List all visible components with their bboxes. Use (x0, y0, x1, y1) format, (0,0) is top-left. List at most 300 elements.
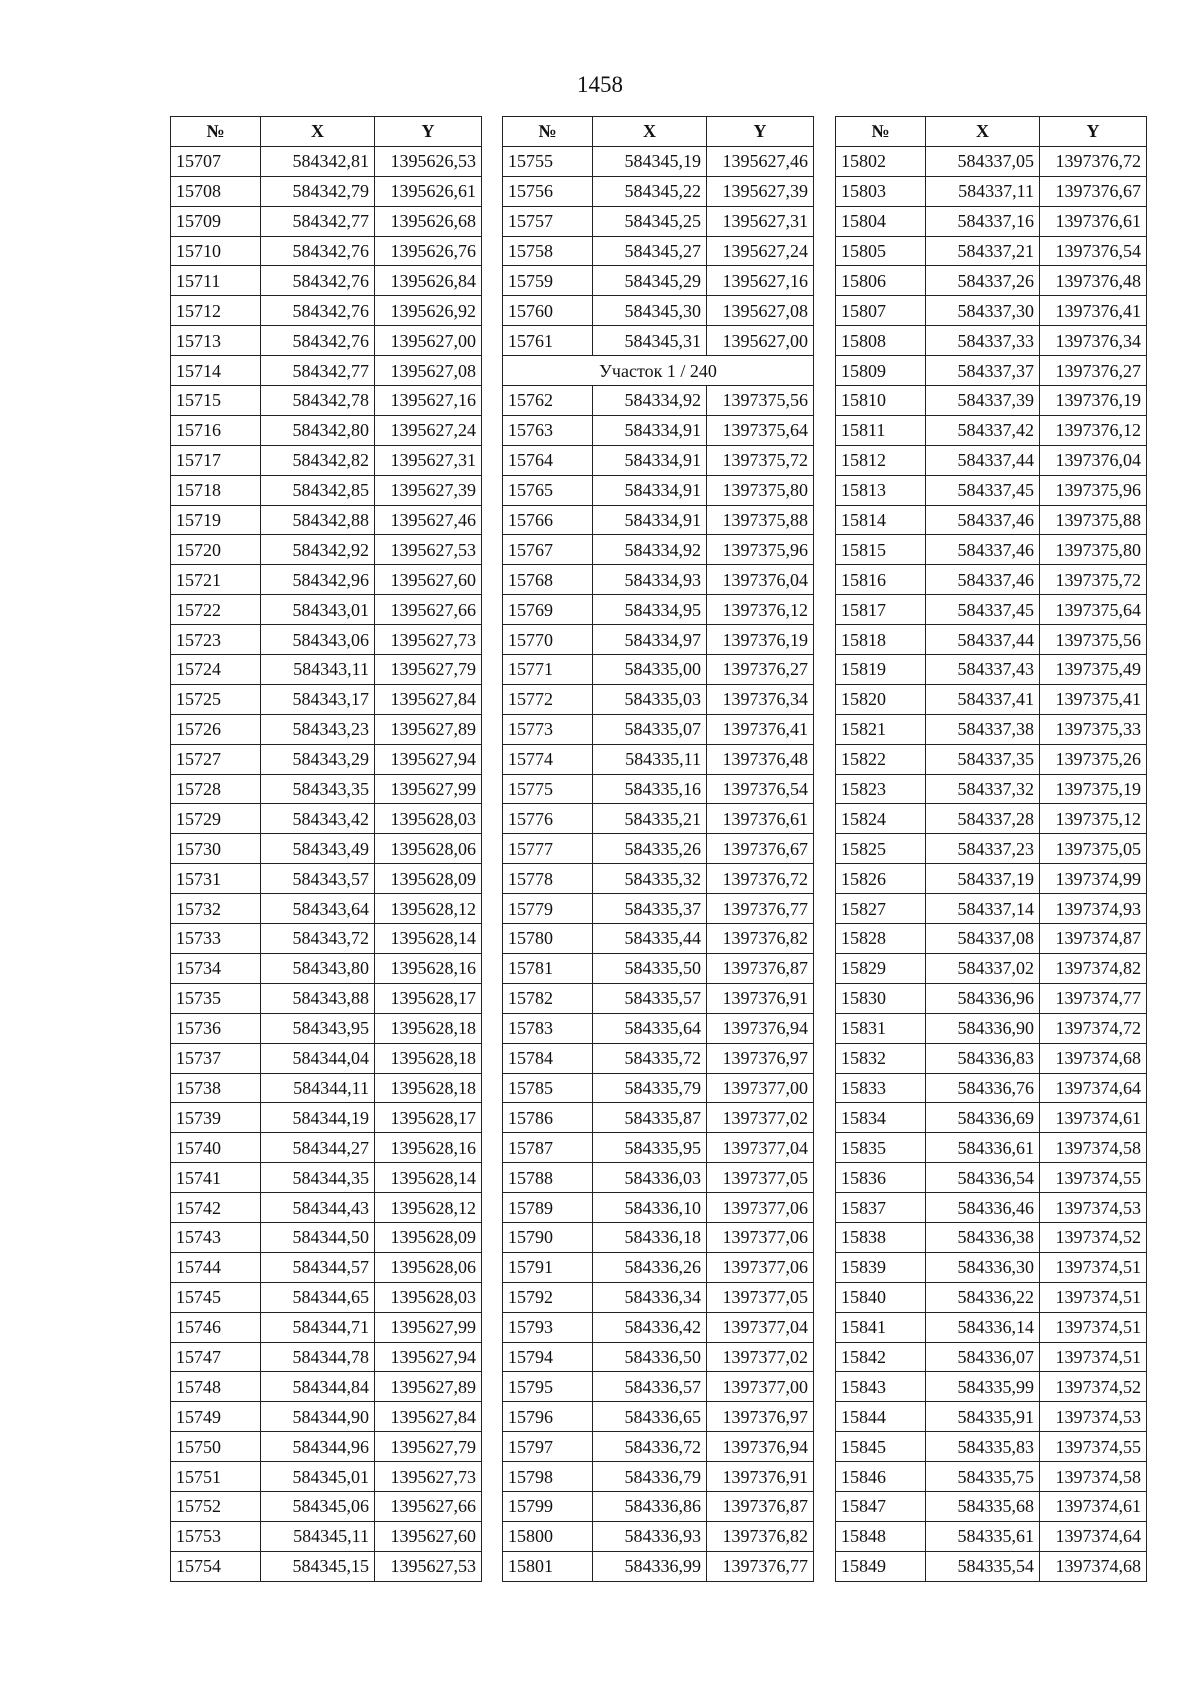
point-number: 15777 (503, 834, 593, 864)
table-row (836, 206, 1147, 236)
table-row (836, 1013, 1147, 1043)
table-row (171, 1103, 482, 1133)
point-number: 15794 (503, 1342, 593, 1372)
table-row (171, 326, 482, 356)
point-number: 15766 (503, 505, 593, 535)
x-coordinate: 584345,25 (593, 206, 707, 236)
point-number: 15723 (171, 625, 261, 655)
y-coordinate: 1397376,94 (707, 1432, 814, 1462)
x-coordinate: 584337,46 (926, 565, 1040, 595)
y-coordinate: 1397374,64 (1040, 1073, 1147, 1103)
x-coordinate: 584335,37 (593, 894, 707, 924)
table-row (503, 924, 814, 954)
y-coordinate: 1395627,16 (375, 386, 482, 416)
point-number: 15816 (836, 565, 926, 595)
point-number: 15787 (503, 1133, 593, 1163)
y-coordinate: 1395627,46 (707, 146, 814, 176)
y-coordinate: 1397374,87 (1040, 924, 1147, 954)
point-number: 15775 (503, 774, 593, 804)
point-number: 15763 (503, 415, 593, 445)
point-number: 15834 (836, 1103, 926, 1133)
y-coordinate: 1395626,68 (375, 206, 482, 236)
point-number: 15848 (836, 1521, 926, 1551)
point-number: 15844 (836, 1402, 926, 1432)
y-coordinate: 1397374,72 (1040, 1013, 1147, 1043)
x-coordinate: 584337,16 (926, 206, 1040, 236)
x-coordinate: 584336,93 (593, 1521, 707, 1551)
table-row (503, 625, 814, 655)
x-coordinate: 584336,50 (593, 1342, 707, 1372)
point-number: 15804 (836, 206, 926, 236)
x-coordinate: 584334,91 (593, 415, 707, 445)
y-coordinate: 1397377,00 (707, 1372, 814, 1402)
table-row (503, 296, 814, 326)
y-coordinate: 1397375,26 (1040, 744, 1147, 774)
table-row (171, 1073, 482, 1103)
point-number: 15784 (503, 1043, 593, 1073)
x-coordinate: 584343,11 (261, 655, 375, 685)
y-coordinate: 1397375,05 (1040, 834, 1147, 864)
y-coordinate: 1397376,61 (707, 804, 814, 834)
y-coordinate: 1395628,03 (375, 804, 482, 834)
table-row (171, 1521, 482, 1551)
table-row (836, 953, 1147, 983)
point-number: 15733 (171, 924, 261, 954)
table-row (503, 535, 814, 565)
y-coordinate: 1395627,60 (375, 565, 482, 595)
x-coordinate: 584344,65 (261, 1282, 375, 1312)
y-coordinate: 1395627,00 (707, 326, 814, 356)
point-number: 15718 (171, 475, 261, 505)
y-coordinate: 1395626,61 (375, 176, 482, 206)
point-number: 15765 (503, 475, 593, 505)
point-number: 15825 (836, 834, 926, 864)
x-coordinate: 584337,42 (926, 415, 1040, 445)
point-number: 15822 (836, 744, 926, 774)
table-row (171, 386, 482, 416)
point-number: 15753 (171, 1521, 261, 1551)
x-coordinate: 584335,75 (926, 1462, 1040, 1492)
table-row (171, 176, 482, 206)
point-number: 15721 (171, 565, 261, 595)
table-row (171, 1193, 482, 1223)
table-row (503, 1402, 814, 1432)
x-coordinate: 584336,65 (593, 1402, 707, 1432)
table-row (503, 1103, 814, 1133)
y-coordinate: 1397376,54 (1040, 236, 1147, 266)
y-coordinate: 1397377,00 (707, 1073, 814, 1103)
x-coordinate: 584344,27 (261, 1133, 375, 1163)
y-coordinate: 1397377,02 (707, 1342, 814, 1372)
y-coordinate: 1397376,48 (1040, 266, 1147, 296)
table-row (836, 894, 1147, 924)
x-coordinate: 584336,03 (593, 1163, 707, 1193)
x-coordinate: 584342,88 (261, 505, 375, 535)
table-row (171, 1551, 482, 1581)
table-row (836, 1252, 1147, 1282)
table-row (836, 1491, 1147, 1521)
section-label: Участок 1 / 240 (503, 356, 814, 386)
table-row (171, 924, 482, 954)
x-coordinate: 584344,43 (261, 1193, 375, 1223)
table-row (503, 1462, 814, 1492)
y-coordinate: 1397374,58 (1040, 1462, 1147, 1492)
point-number: 15730 (171, 834, 261, 864)
table-row (171, 356, 482, 386)
y-coordinate: 1397375,19 (1040, 774, 1147, 804)
header-y: Y (1040, 117, 1147, 147)
x-coordinate: 584334,91 (593, 475, 707, 505)
x-coordinate: 584343,95 (261, 1013, 375, 1043)
table-row (171, 1312, 482, 1342)
x-coordinate: 584335,72 (593, 1043, 707, 1073)
point-number: 15820 (836, 684, 926, 714)
table-row (836, 625, 1147, 655)
y-coordinate: 1395627,08 (375, 356, 482, 386)
point-number: 15815 (836, 535, 926, 565)
table-row (836, 774, 1147, 804)
x-coordinate: 584337,33 (926, 326, 1040, 356)
point-number: 15778 (503, 864, 593, 894)
table-row (503, 744, 814, 774)
table-row (171, 146, 482, 176)
x-coordinate: 584336,90 (926, 1013, 1040, 1043)
table-row (171, 535, 482, 565)
table-row (836, 296, 1147, 326)
x-coordinate: 584343,49 (261, 834, 375, 864)
x-coordinate: 584335,07 (593, 714, 707, 744)
x-coordinate: 584335,68 (926, 1491, 1040, 1521)
table-row (836, 714, 1147, 744)
x-coordinate: 584337,46 (926, 505, 1040, 535)
point-number: 15809 (836, 356, 926, 386)
y-coordinate: 1395627,16 (707, 266, 814, 296)
point-number: 15801 (503, 1551, 593, 1581)
point-number: 15817 (836, 595, 926, 625)
x-coordinate: 584344,71 (261, 1312, 375, 1342)
x-coordinate: 584344,11 (261, 1073, 375, 1103)
x-coordinate: 584343,23 (261, 714, 375, 744)
x-coordinate: 584334,92 (593, 386, 707, 416)
point-number: 15803 (836, 176, 926, 206)
x-coordinate: 584345,27 (593, 236, 707, 266)
table-row (171, 296, 482, 326)
table-row (503, 386, 814, 416)
point-number: 15764 (503, 445, 593, 475)
y-coordinate: 1397377,04 (707, 1312, 814, 1342)
y-coordinate: 1397376,82 (707, 1521, 814, 1551)
x-coordinate: 584336,99 (593, 1551, 707, 1581)
y-coordinate: 1397377,06 (707, 1222, 814, 1252)
y-coordinate: 1397375,96 (707, 535, 814, 565)
y-coordinate: 1397376,34 (1040, 326, 1147, 356)
y-coordinate: 1395627,94 (375, 744, 482, 774)
table-row (836, 146, 1147, 176)
x-coordinate: 584336,61 (926, 1133, 1040, 1163)
table-row (836, 415, 1147, 445)
point-number: 15762 (503, 386, 593, 416)
point-number: 15799 (503, 1491, 593, 1521)
x-coordinate: 584345,01 (261, 1462, 375, 1492)
x-coordinate: 584335,83 (926, 1432, 1040, 1462)
x-coordinate: 584336,18 (593, 1222, 707, 1252)
x-coordinate: 584334,92 (593, 535, 707, 565)
y-coordinate: 1397376,12 (707, 595, 814, 625)
table-row (836, 1312, 1147, 1342)
point-number: 15779 (503, 894, 593, 924)
y-coordinate: 1397376,34 (707, 684, 814, 714)
table-row (836, 864, 1147, 894)
y-coordinate: 1397374,51 (1040, 1312, 1147, 1342)
point-number: 15810 (836, 386, 926, 416)
y-coordinate: 1395627,89 (375, 1372, 482, 1402)
point-number: 15740 (171, 1133, 261, 1163)
table-row (503, 206, 814, 236)
point-number: 15757 (503, 206, 593, 236)
x-coordinate: 584345,06 (261, 1491, 375, 1521)
y-coordinate: 1395627,24 (707, 236, 814, 266)
y-coordinate: 1397374,55 (1040, 1432, 1147, 1462)
x-coordinate: 584345,22 (593, 176, 707, 206)
table-row (171, 475, 482, 505)
table-row (171, 1432, 482, 1462)
y-coordinate: 1395628,16 (375, 1133, 482, 1163)
table-row (836, 535, 1147, 565)
table-row (171, 236, 482, 266)
x-coordinate: 584344,78 (261, 1342, 375, 1372)
x-coordinate: 584336,54 (926, 1163, 1040, 1193)
y-coordinate: 1395628,06 (375, 834, 482, 864)
x-coordinate: 584342,76 (261, 236, 375, 266)
x-coordinate: 584343,64 (261, 894, 375, 924)
x-coordinate: 584335,61 (926, 1521, 1040, 1551)
x-coordinate: 584335,54 (926, 1551, 1040, 1581)
point-number: 15756 (503, 176, 593, 206)
table-row (171, 714, 482, 744)
point-number: 15827 (836, 894, 926, 924)
y-coordinate: 1395627,73 (375, 1462, 482, 1492)
x-coordinate: 584337,45 (926, 475, 1040, 505)
x-coordinate: 584335,91 (926, 1402, 1040, 1432)
point-number: 15732 (171, 894, 261, 924)
point-number: 15767 (503, 535, 593, 565)
y-coordinate: 1397376,19 (1040, 386, 1147, 416)
table-row (171, 894, 482, 924)
y-coordinate: 1397375,33 (1040, 714, 1147, 744)
table-row (836, 1551, 1147, 1581)
y-coordinate: 1395627,89 (375, 714, 482, 744)
y-coordinate: 1397374,55 (1040, 1163, 1147, 1193)
x-coordinate: 584344,35 (261, 1163, 375, 1193)
table-row (171, 744, 482, 774)
table-row (503, 415, 814, 445)
point-number: 15814 (836, 505, 926, 535)
point-number: 15748 (171, 1372, 261, 1402)
y-coordinate: 1397374,82 (1040, 953, 1147, 983)
x-coordinate: 584342,85 (261, 475, 375, 505)
x-coordinate: 584336,10 (593, 1193, 707, 1223)
y-coordinate: 1397376,04 (1040, 445, 1147, 475)
point-number: 15759 (503, 266, 593, 296)
point-number: 15807 (836, 296, 926, 326)
point-number: 15749 (171, 1402, 261, 1432)
x-coordinate: 584337,02 (926, 953, 1040, 983)
point-number: 15752 (171, 1491, 261, 1521)
y-coordinate: 1395627,08 (707, 296, 814, 326)
table-row (836, 1462, 1147, 1492)
x-coordinate: 584343,01 (261, 595, 375, 625)
table-row (836, 684, 1147, 714)
y-coordinate: 1395628,17 (375, 983, 482, 1013)
y-coordinate: 1395627,39 (375, 475, 482, 505)
table-row (503, 655, 814, 685)
point-number: 15831 (836, 1013, 926, 1043)
y-coordinate: 1397376,72 (1040, 146, 1147, 176)
table-row (503, 445, 814, 475)
y-coordinate: 1395628,16 (375, 953, 482, 983)
x-coordinate: 584337,11 (926, 176, 1040, 206)
point-number: 15833 (836, 1073, 926, 1103)
x-coordinate: 584335,64 (593, 1013, 707, 1043)
table-row (503, 1432, 814, 1462)
point-number: 15813 (836, 475, 926, 505)
y-coordinate: 1397375,96 (1040, 475, 1147, 505)
x-coordinate: 584336,69 (926, 1103, 1040, 1133)
table-row (171, 505, 482, 535)
x-coordinate: 584336,83 (926, 1043, 1040, 1073)
point-number: 15719 (171, 505, 261, 535)
x-coordinate: 584334,91 (593, 505, 707, 535)
x-coordinate: 584345,31 (593, 326, 707, 356)
point-number: 15707 (171, 146, 261, 176)
x-coordinate: 584342,76 (261, 296, 375, 326)
point-number: 15716 (171, 415, 261, 445)
x-coordinate: 584343,06 (261, 625, 375, 655)
y-coordinate: 1397377,02 (707, 1103, 814, 1133)
point-number: 15828 (836, 924, 926, 954)
point-number: 15838 (836, 1222, 926, 1252)
y-coordinate: 1395626,84 (375, 266, 482, 296)
x-coordinate: 584335,50 (593, 953, 707, 983)
table-row (836, 1282, 1147, 1312)
y-coordinate: 1397377,05 (707, 1163, 814, 1193)
x-coordinate: 584336,57 (593, 1372, 707, 1402)
table-row (503, 983, 814, 1013)
y-coordinate: 1395628,03 (375, 1282, 482, 1312)
y-coordinate: 1395628,18 (375, 1043, 482, 1073)
y-coordinate: 1397374,52 (1040, 1222, 1147, 1252)
x-coordinate: 584344,84 (261, 1372, 375, 1402)
x-coordinate: 584336,79 (593, 1462, 707, 1492)
x-coordinate: 584342,81 (261, 146, 375, 176)
table-row (171, 1252, 482, 1282)
table-row (171, 834, 482, 864)
x-coordinate: 584342,76 (261, 326, 375, 356)
x-coordinate: 584344,04 (261, 1043, 375, 1073)
y-coordinate: 1397376,67 (707, 834, 814, 864)
x-coordinate: 584336,26 (593, 1252, 707, 1282)
x-coordinate: 584343,57 (261, 864, 375, 894)
point-number: 15783 (503, 1013, 593, 1043)
table-row (836, 744, 1147, 774)
x-coordinate: 584336,76 (926, 1073, 1040, 1103)
table-row (171, 1222, 482, 1252)
y-coordinate: 1395628,12 (375, 894, 482, 924)
table-row (836, 1193, 1147, 1223)
table-row (836, 356, 1147, 386)
y-coordinate: 1397376,72 (707, 864, 814, 894)
y-coordinate: 1397374,51 (1040, 1282, 1147, 1312)
table-row (503, 1491, 814, 1521)
x-coordinate: 584342,76 (261, 266, 375, 296)
y-coordinate: 1397377,06 (707, 1252, 814, 1282)
table-row (836, 445, 1147, 475)
y-coordinate: 1397375,64 (1040, 595, 1147, 625)
x-coordinate: 584342,80 (261, 415, 375, 445)
point-number: 15829 (836, 953, 926, 983)
point-number: 15840 (836, 1282, 926, 1312)
table-row (503, 1252, 814, 1282)
table-row (171, 864, 482, 894)
point-number: 15832 (836, 1043, 926, 1073)
x-coordinate: 584337,38 (926, 714, 1040, 744)
table-row (836, 983, 1147, 1013)
table-row (171, 595, 482, 625)
y-coordinate: 1397374,51 (1040, 1342, 1147, 1372)
point-number: 15786 (503, 1103, 593, 1133)
header-x: X (926, 117, 1040, 147)
table-row (503, 1372, 814, 1402)
y-coordinate: 1397376,77 (707, 1551, 814, 1581)
point-number: 15846 (836, 1462, 926, 1492)
point-number: 15728 (171, 774, 261, 804)
x-coordinate: 584337,44 (926, 625, 1040, 655)
table-row (836, 834, 1147, 864)
point-number: 15842 (836, 1342, 926, 1372)
point-number: 15724 (171, 655, 261, 685)
point-number: 15713 (171, 326, 261, 356)
table-row (836, 1222, 1147, 1252)
header-y: Y (375, 117, 482, 147)
point-number: 15769 (503, 595, 593, 625)
point-number: 15731 (171, 864, 261, 894)
y-coordinate: 1395627,79 (375, 655, 482, 685)
point-number: 15760 (503, 296, 593, 326)
point-number: 15818 (836, 625, 926, 655)
point-number: 15795 (503, 1372, 593, 1402)
table-row (171, 1013, 482, 1043)
point-number: 15826 (836, 864, 926, 894)
y-coordinate: 1395627,79 (375, 1432, 482, 1462)
point-number: 15847 (836, 1491, 926, 1521)
table-row (503, 774, 814, 804)
coordinates-table-1 (170, 116, 482, 1582)
point-number: 15734 (171, 953, 261, 983)
point-number: 15726 (171, 714, 261, 744)
y-coordinate: 1397376,27 (1040, 356, 1147, 386)
point-number: 15837 (836, 1193, 926, 1223)
y-coordinate: 1395627,99 (375, 1312, 482, 1342)
point-number: 15797 (503, 1432, 593, 1462)
table-row (836, 1163, 1147, 1193)
table-row (503, 595, 814, 625)
table-row (503, 1312, 814, 1342)
table-row (836, 1103, 1147, 1133)
y-coordinate: 1395627,39 (707, 176, 814, 206)
x-coordinate: 584343,88 (261, 983, 375, 1013)
x-coordinate: 584344,50 (261, 1222, 375, 1252)
table-row (171, 804, 482, 834)
